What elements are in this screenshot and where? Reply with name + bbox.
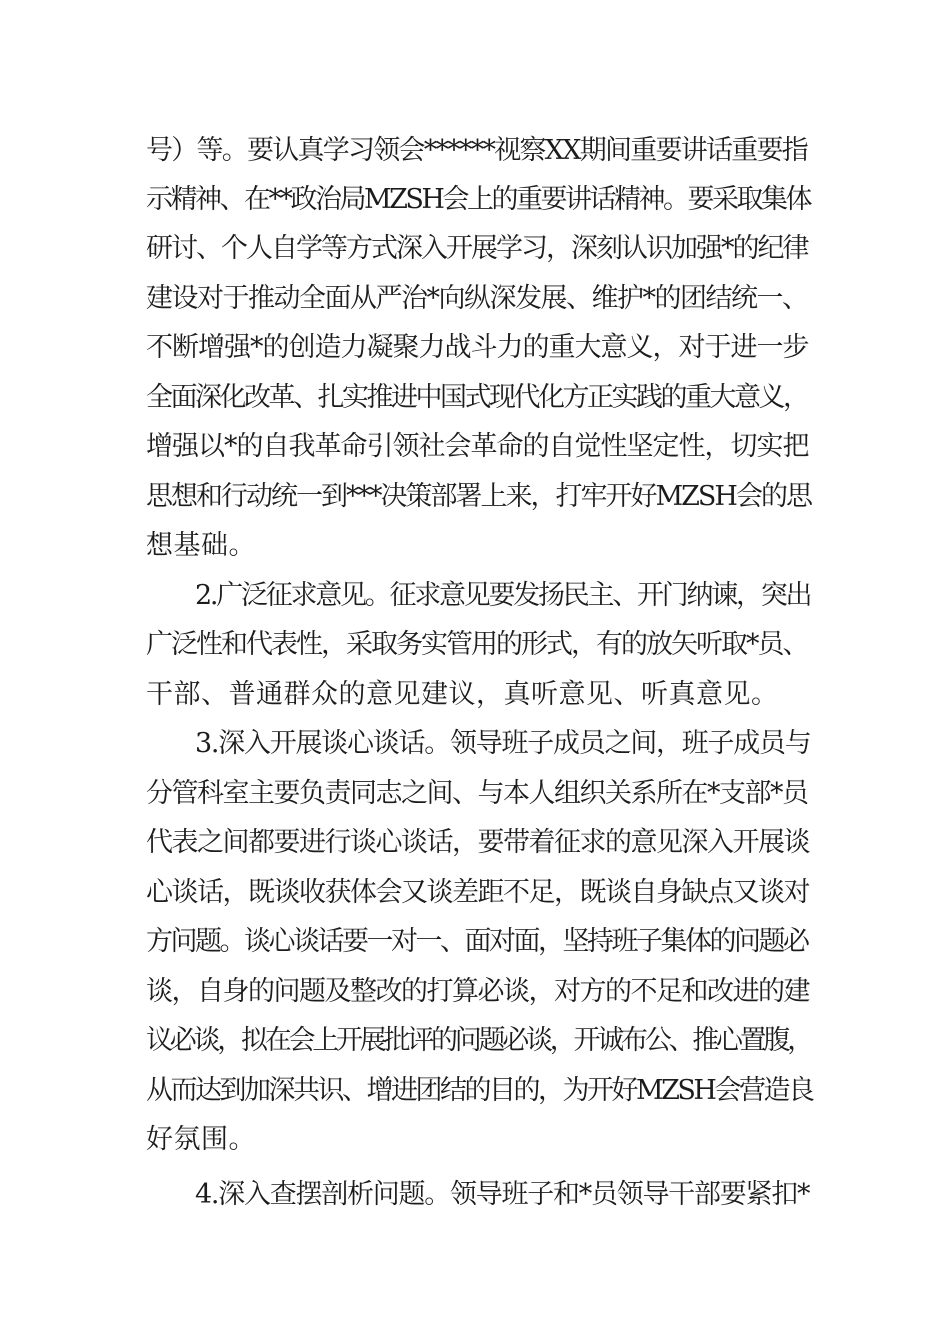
text-line: 分管科室主要负责同志之间、与本人组织关系所在*支部*员 [146, 778, 808, 809]
text-line: 代表之间都要进行谈心谈话，要带着征求的意见深入开展谈 [146, 827, 809, 858]
text-line: 增强以*的自我革命引领社会革命的自觉性坚定性，切实把 [146, 431, 809, 462]
text-line: 建设对于推动全面从严治*向纵深发展、维护*的团结统一、 [146, 283, 808, 314]
paragraph-heading-line: 2.广泛征求意见。征求意见要发扬民主、开门纳谏，突出 [195, 580, 811, 611]
text-line: 干部、普通群众的意见建议，真听意见、听真意见。 [146, 679, 779, 710]
text-line: 示精神、在**政治局MZSH会上的重要讲话精神。要采取集体 [146, 184, 810, 215]
text-line: 方问题。谈心谈话要一对一、面对面，坚持班子集体的问题必 [146, 926, 808, 957]
paragraph-heading-line: 4.深入查摆剖析问题。领导班子和*员领导干部要紧扣* [195, 1179, 810, 1210]
text-line: 号）等。要认真学习领会******视察XX期间重要讲话重要指 [146, 135, 807, 166]
text-line: 研讨、个人自学等方式深入开展学习，深刻认识加强*的纪律 [146, 233, 808, 264]
text-line: 从而达到加深共识、增进团结的目的，为开好MZSH会营造良 [146, 1075, 813, 1106]
text-line: 好氛围。 [146, 1124, 256, 1155]
text-line: 广泛性和代表性，采取务实管用的形式，有的放矢听取*员、 [146, 629, 808, 660]
paragraph-heading-line: 3.深入开展谈心谈话。领导班子成员之间，班子成员与 [195, 728, 811, 759]
text-line: 想基础。 [146, 530, 256, 561]
text-line: 不断增强*的创造力凝聚力战斗力的重大意义，对于进一步 [146, 332, 809, 363]
text-line: 全面深化改革、扎实推进中国式现代化方正实践的重大意义， [146, 382, 808, 413]
text-line: 思想和行动统一到***决策部署上来，打牢开好MZSH会的思 [146, 481, 811, 512]
text-line: 谈，自身的问题及整改的打算必谈，对方的不足和改进的建 [146, 976, 809, 1007]
text-line: 议必谈，拟在会上开展批评的问题必谈，开诚布公、推心置腹， [146, 1025, 811, 1056]
text-line: 心谈话，既谈收获体会又谈差距不足，既谈自身缺点又谈对 [146, 877, 809, 908]
